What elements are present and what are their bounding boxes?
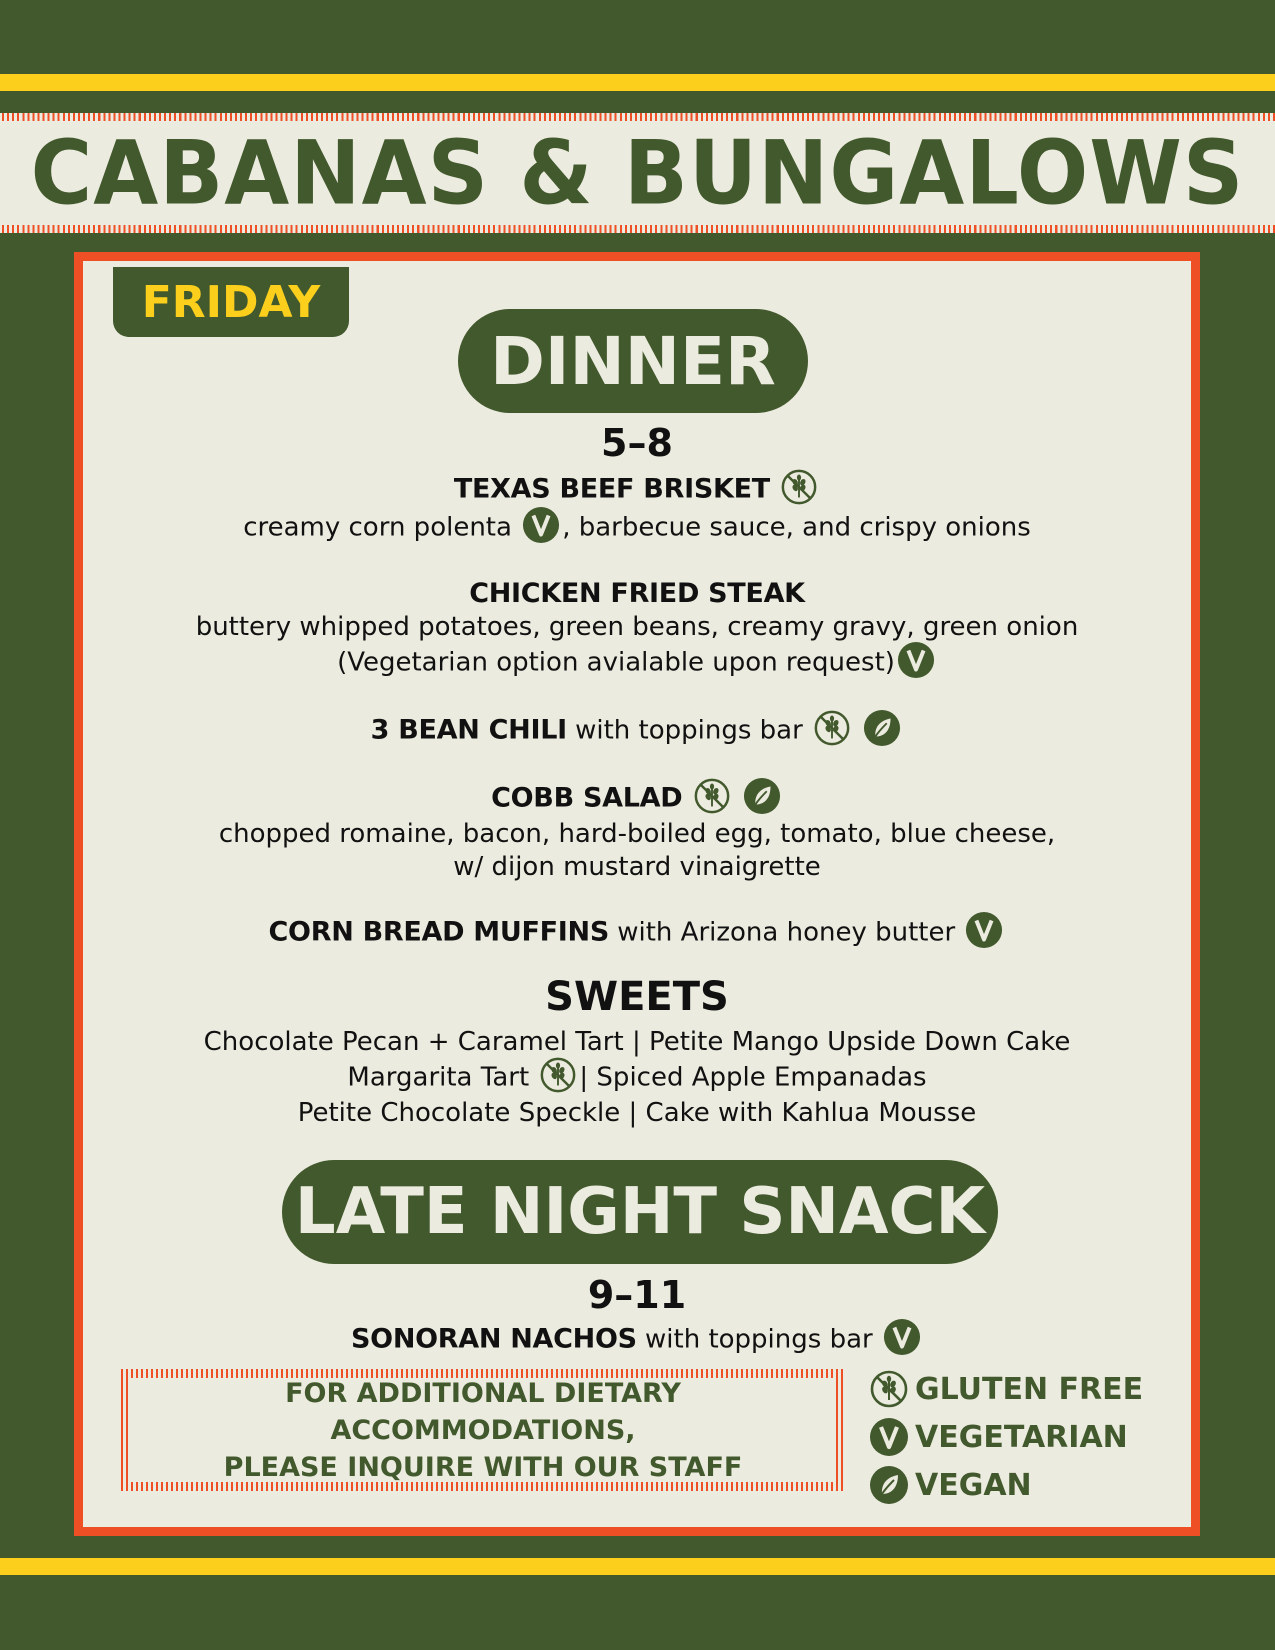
menu-item-description: with toppings bar [566, 715, 803, 746]
late-night-hours: 9–11 [587, 1273, 687, 1317]
legend-item-vegan [869, 1461, 1143, 1509]
menu-item-name: 3 BEAN CHILI [370, 714, 567, 746]
menu-item-name: SONORAN NACHOS [351, 1323, 637, 1355]
top-yellow-stripe [0, 74, 1275, 91]
day-tab [113, 267, 349, 337]
gluten-free-icon [539, 1056, 577, 1094]
menu-item [83, 914, 1191, 952]
sweets-section [83, 974, 1191, 1130]
gluten-free-icon [869, 1369, 909, 1409]
sweets-heading: SWEETS [545, 974, 729, 1020]
dinner-hours: 5–8 [601, 421, 673, 465]
sweets-line: Margarita Tart [347, 1062, 530, 1093]
menu-item-description: chopped romaine, bacon, hard-boiled egg, tomato, blue cheese, [218, 819, 1056, 849]
sweets-line: Chocolate Pecan + Caramel Tart | Petite Mango Upside Down Cake [203, 1027, 1071, 1057]
legend-label: VEGETARIAN [915, 1419, 1128, 1455]
late-night-heading: LATE NIGHT SNACK [282, 1160, 998, 1264]
vegetarian-icon [965, 911, 1003, 949]
late-night-menu [83, 1321, 1191, 1359]
menu-item-description: (Vegetarian option avialable upon request) [337, 647, 895, 678]
vegetarian-icon [883, 1318, 921, 1356]
menu-item-description: with toppings bar [636, 1324, 873, 1355]
menu-item-name: COBB SALAD [491, 782, 683, 814]
dietary-notice-line: FOR ADDITIONAL DIETARY ACCOMMODATIONS, [285, 1377, 681, 1446]
legend-item-gluten-free [869, 1365, 1143, 1413]
sweets-line: | Spiced Apple Empanadas [579, 1062, 927, 1093]
menu-panel [74, 252, 1200, 1536]
title-banner [0, 113, 1275, 233]
menu-item-name: CHICKEN FRIED STEAK [469, 578, 805, 609]
gluten-free-icon [780, 468, 818, 506]
menu-item-description: creamy corn polenta [243, 512, 512, 543]
vegetarian-icon [897, 641, 935, 679]
vegan-icon [743, 777, 781, 815]
sweets-line: Petite Chocolate Speckle | Cake with Kahlua Mousse [297, 1098, 977, 1128]
menu-item-name: TEXAS BEEF BRISKET [453, 473, 770, 505]
vegan-icon [869, 1465, 909, 1505]
day-label: FRIDAY [141, 276, 321, 328]
menu-item-description: , barbecue sauce, and crispy onions [562, 512, 1031, 543]
dinner-heading: DINNER [458, 309, 808, 413]
vegetarian-icon [869, 1417, 909, 1457]
dinner-menu [83, 471, 1191, 1130]
menu-item-description: with Arizona honey butter [608, 917, 956, 948]
dietary-notice-line: PLEASE INQUIRE WITH OUR STAFF [223, 1451, 743, 1483]
menu-item [83, 577, 1191, 682]
vegan-icon [863, 709, 901, 747]
legend-label: VEGAN [915, 1467, 1032, 1503]
menu-item-name: CORN BREAD MUFFINS [268, 916, 609, 948]
page-title: CABANAS & BUNGALOWS [30, 121, 1245, 225]
legend-item-vegetarian [869, 1413, 1143, 1461]
legend-label: GLUTEN FREE [915, 1371, 1144, 1407]
menu-item-description: buttery whipped potatoes, green beans, creamy gravy, green onion [195, 612, 1079, 642]
dietary-legend [869, 1365, 1143, 1509]
menu-item [83, 471, 1191, 547]
menu-item [83, 780, 1191, 884]
vegetarian-icon [522, 506, 560, 544]
gluten-free-icon [693, 777, 731, 815]
menu-item-description: w/ dijon mustard vinaigrette [453, 852, 821, 882]
menu-item [83, 712, 1191, 750]
gluten-free-icon [813, 709, 851, 747]
dietary-notice [121, 1369, 845, 1491]
bottom-yellow-stripe [0, 1558, 1275, 1575]
